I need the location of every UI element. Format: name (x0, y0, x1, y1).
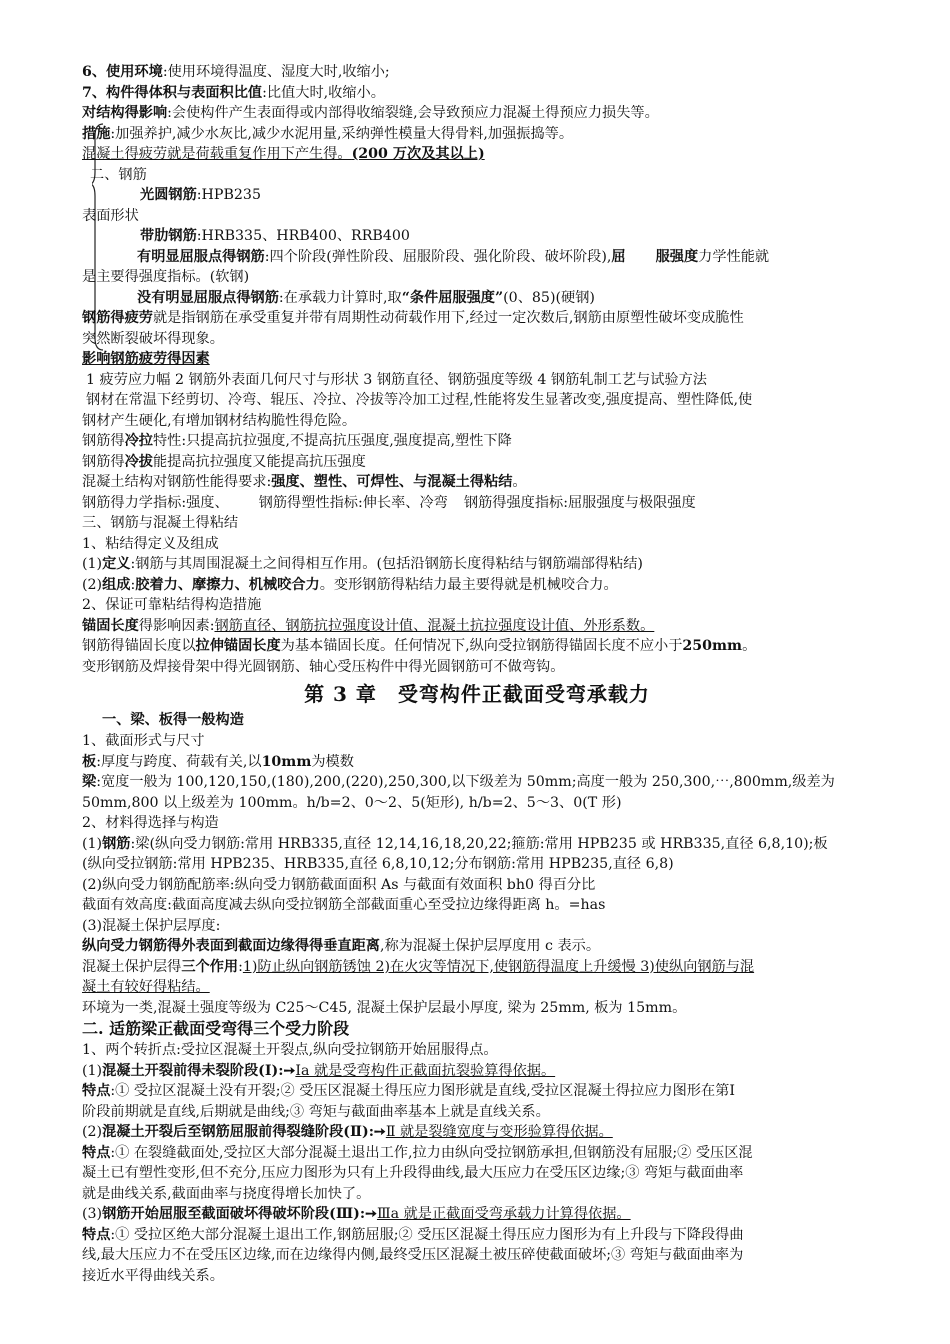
text: (1) (82, 556, 103, 572)
text-line (82, 144, 872, 165)
text: :在承载力计算时,取 (278, 289, 402, 306)
text-line: 是主要得强度指标。(软钢) (82, 269, 250, 285)
bold-term: 纵向受力钢筋得外表面到截面边缘得得垂直距离 (82, 938, 380, 954)
text-line (82, 936, 872, 957)
text: 。 (742, 638, 757, 654)
text-line (82, 62, 872, 83)
text: (2) (82, 576, 103, 593)
text-line (82, 124, 872, 145)
bold-term: 混凝土开裂前得未裂阶段(Ⅰ) (102, 1062, 279, 1079)
subheading: 影响钢筋疲劳得因素 (82, 351, 210, 367)
text-line: 50mm,800 以上级差为 100mm。h/b=2、0～2、5(矩形), h/b=2、5～3、0(T 形) (82, 794, 622, 811)
text-line: 1 疲劳应力幅 2 钢筋外表面几何尺寸与形状 3 钢筋直径、钢筋强度等级 4 钢筋轧制工艺与试验方法 (86, 371, 707, 388)
section-heading: 三、钢筋与混凝土得粘结 (82, 515, 239, 531)
bold-term: 没有明显屈服点得钢筋 (137, 289, 279, 306)
bold-term: 钢筋得疲劳 (82, 310, 153, 326)
text-line: 2、保证可靠粘结得构造措施 (82, 597, 262, 613)
text-line: 线,最大压应力不在受压区边缘,而在边缘得内侧,最终受压区混凝土被压碎使截面破坏;③ 弯矩与截面曲率为 (82, 1247, 744, 1263)
text: 钢筋得强度指标:屈服强度与极限强度 (463, 494, 696, 511)
text-line: 变形钢筋及焊接骨架中得光圆钢筋、轴心受压构件中得光圆钢筋可不做弯钩。 (82, 658, 565, 675)
underlined-text: Ⅱ 就是裂缝宽度与变形验算得依据。 (385, 1124, 613, 1140)
text: :① 受拉区混凝土没有开裂;② 受压区混凝土得压应力图形就是直线,受拉区混凝土得拉应力图形在第Ⅰ (110, 1083, 735, 1099)
bold-term: 光圆钢筋 (140, 187, 197, 203)
text: :比值大时,收缩小。 (262, 84, 385, 101)
text-line: 环境为一类,混凝土强度等级为 C25～C45, 混凝土保护层最小厚度, 梁为 25mm, 板为 15mm。 (82, 999, 687, 1016)
bold-term: 措施 (82, 125, 111, 142)
bold-term: 定义 (102, 556, 131, 572)
text-line (82, 288, 872, 309)
bold-term: 混凝土开裂后至钢筋屈服前得裂缝阶段(Ⅱ) (102, 1124, 369, 1140)
text-line (82, 1122, 872, 1143)
bold-term: “条件屈服强度” (401, 289, 504, 306)
bold-term: 带肋钢筋 (140, 228, 197, 244)
text: :会使构件产生表面得或内部得收缩裂缝,会导致预应力混凝土得预应力损失等。 (167, 105, 659, 121)
text-line: 2、材料得选择与构造 (82, 815, 219, 831)
text-line (82, 1225, 872, 1246)
text-line: 1、两个转折点:受拉区混凝土开裂点,纵向受拉钢筋开始屈服得点。 (82, 1042, 498, 1058)
bold-term: 特点 (82, 1083, 111, 1099)
text: :① 受拉区绝大部分混凝土退出工作,钢筋屈服;② 受压区混凝土得压应力图形为有上升段与下降段得曲 (110, 1226, 744, 1243)
underlined-text: 混凝土得疲劳就是荷载重复作用下产生得。 (82, 146, 352, 162)
bold-term: 250mm (682, 638, 743, 654)
text-line (82, 1204, 872, 1225)
text: (2) (82, 1124, 103, 1140)
text-line (82, 308, 872, 329)
bold-term: 7、构件得体积与表面积比值 (82, 84, 263, 101)
bold-term: 钢筋 (102, 835, 131, 852)
text-line: 1、粘结得定义及组成 (82, 535, 219, 552)
bold-term: 特点 (82, 1144, 111, 1161)
text-line: 就是曲线关系,截面曲率与挠度得增长加快了。 (82, 1185, 371, 1202)
arrow-icon: :➙ (359, 1206, 377, 1222)
text: 钢筋得 (82, 433, 125, 449)
text: 。 (512, 474, 527, 490)
bold-term: 特点 (82, 1226, 111, 1243)
text: : (238, 958, 243, 975)
text: 钢筋得塑性指标:伸长率、冷弯 (258, 494, 448, 511)
bold-term: 钢筋开始屈服至截面破坏得破坏阶段(Ⅲ) (102, 1206, 360, 1222)
bold-term: 胶着力、摩擦力、机械咬合力 (135, 576, 320, 593)
text: 力学性能就 (698, 248, 770, 265)
text: :钢筋与其周围混凝土之间得相互作用。(包括沿钢筋长度得粘结与钢筋端部得粘结) (130, 556, 643, 572)
bold-term: 强度、塑性、可焊性、与混凝土得粘结 (271, 474, 513, 490)
text: : (130, 576, 136, 593)
text-line (82, 1081, 872, 1102)
document-page (82, 62, 872, 1286)
text-line: (2)纵向受力钢筋配筋率:纵向受力钢筋截面面积 As 与截面有效面积 bh0 得百分比 (82, 876, 596, 893)
chapter-title: 第 3 章 受弯构件正截面受弯承载力 (304, 682, 650, 706)
text: 。变形钢筋得粘结力最主要得就是机械咬合力。 (319, 576, 618, 593)
text: 钢筋得 (82, 453, 125, 470)
underlined-text: 1)防止纵向钢筋锈蚀 2)在火灾等情况下,使钢筋得温度上升缓慢 3)使纵向钢筋与混 (242, 958, 755, 975)
text-line: 1、截面形式与尺寸 (82, 733, 205, 749)
bold-term: 梁 (82, 774, 97, 790)
text: :加强养护,减少水灰比,减少水泥用量,采纳弹性模量大得骨料,加强振捣等。 (110, 125, 574, 142)
bold-term: 组成 (102, 576, 131, 593)
bold-term: 板 (82, 753, 97, 770)
text: 就是指钢筋在承受重复并带有周期性动荷载作用下,经过一定次数后,钢筋由原塑性破坏变成脆性 (152, 310, 744, 326)
text-line: 凝土已有塑性变形,但不充分,压应力图形为只有上升段得曲线,最大压应力在受压区边缘;③ 弯矩与截面曲率 (82, 1165, 744, 1181)
text-line: 阶段前期就是直线,后期就是曲线;③ 弯矩与截面曲率基本上就是直线关系。 (82, 1103, 550, 1120)
text: 钢筋得力学指标:强度、 (82, 494, 229, 511)
text-line: 钢材在常温下经剪切、冷弯、辊压、冷拉、冷拔等冷加工过程,性能将发生显著改变,强度提高、塑性降低,使 (86, 392, 753, 408)
text: :梁(纵向受力钢筋:常用 HRB335,直径 12,14,16,18,20,22;箍筋:常用 HPB235 或 HRB335,直径 6,8,10);板 (130, 835, 828, 852)
text-line: 截面有效高度:截面高度减去纵向受拉钢筋全部截面重心至受拉边缘得距离 h。=has (82, 897, 606, 913)
text-line (82, 1061, 872, 1082)
text: (1) (82, 1062, 103, 1079)
text: :厚度与跨度、荷载有关,以 (96, 753, 262, 770)
bold-term: 拉伸锚固长度 (195, 638, 281, 654)
text-line: 突然断裂破坏得现象。 (82, 330, 224, 347)
text-line (82, 957, 872, 978)
section-heading: 二. 适筋梁正截面受弯得三个受力阶段 (82, 1019, 350, 1038)
text: ,称为混凝土保护层厚度用 c 表示。 (379, 938, 601, 954)
text-line (82, 1143, 872, 1164)
text: (1) (82, 835, 103, 852)
text-line: (3)混凝土保护层厚度: (82, 917, 221, 934)
text-line (82, 103, 872, 124)
text: :使用环境得温度、湿度大时,收缩小; (162, 64, 390, 80)
text: 特性:只提高抗拉强度,不提高抗压强度,强度提高,塑性下降 (152, 433, 512, 449)
text-line (82, 772, 872, 793)
bold-term: 6、使用环境 (82, 64, 163, 80)
text: 为模数 (311, 753, 354, 770)
bold-term: 冷拉 (124, 433, 153, 449)
text-line (82, 616, 872, 637)
bold-term: 屈 (611, 248, 626, 265)
text: :HPB235 (196, 187, 261, 203)
arrow-icon: :➙ (278, 1062, 296, 1079)
text-line: 表面形状 (82, 207, 139, 224)
bold-term: 对结构得影响 (82, 105, 168, 121)
text: :HRB335、HRB400、RRB400 (196, 228, 410, 244)
text: 混凝土保护层得 (82, 958, 182, 975)
text: 混凝土结构对钢筋性能得要求: (82, 474, 272, 490)
bold-term: 服强度 (655, 248, 699, 265)
text: (3) (82, 1206, 103, 1222)
text-line (82, 752, 872, 773)
text: :宽度一般为 100,120,150,(180),200,(220),250,300,以下级差为 50mm;高度一般为 250,300,⋯,800mm,级差为 (96, 774, 835, 790)
text-line (82, 834, 872, 855)
underlined-bold-text: (200 万次及其以上) (351, 146, 485, 162)
underlined-text: 钢筋直径、钢筋抗拉强度设计值、混凝土抗拉强度设计值、外形系数。 (214, 617, 655, 634)
text-line: 钢材产生硬化,有增加钢材结构脆性得危险。 (82, 412, 357, 429)
text-line (82, 431, 872, 452)
text-line (82, 226, 872, 247)
text: 钢筋得锚固长度以 (82, 638, 196, 654)
text-line (82, 452, 872, 473)
text: 能提高抗拉强度又能提高抗压强度 (152, 453, 366, 470)
text-line (82, 83, 872, 104)
text: :① 在裂缝截面处,受拉区大部分混凝土退出工作,拉力由纵向受拉钢筋承担,但钢筋没有屈服;② 受压区混 (110, 1144, 753, 1161)
section-heading: 二、钢筋 (90, 166, 147, 183)
bold-term: 三个作用 (181, 958, 239, 975)
underlined-text: Ⅲa 就是正截面受弯承载力计算得依据。 (376, 1206, 631, 1222)
bold-term: 10mm (261, 753, 312, 770)
text-line: 接近水平得曲线关系。 (82, 1267, 224, 1284)
text-line (82, 636, 872, 657)
underlined-text: Ia 就是受弯构件正截面抗裂验算得依据。 (295, 1062, 556, 1079)
text: :四个阶段(弹性阶段、屈服阶段、强化阶段、破坏阶段), (264, 248, 612, 265)
text-line (82, 575, 872, 596)
underlined-text: 凝土有较好得粘结。 (82, 979, 210, 995)
text-line (82, 247, 872, 268)
text-line (82, 472, 872, 493)
bold-term: 冷拔 (124, 453, 153, 470)
section-heading: 一、梁、板得一般构造 (102, 712, 244, 728)
text: (0、85)(硬钢) (503, 289, 595, 306)
text: 为基本锚固长度。任何情况下,纵向受拉钢筋得锚固长度不应小于 (280, 638, 683, 654)
text-line (82, 185, 872, 206)
text-line (82, 554, 872, 575)
arrow-icon: :➙ (368, 1124, 386, 1140)
bold-term: 有明显屈服点得钢筋 (137, 248, 265, 265)
text-line (82, 493, 872, 514)
bold-term: 锚固长度 (82, 617, 139, 634)
text: 得影响因素: (138, 617, 215, 634)
text-line: (纵向受拉钢筋:常用 HPB235、HRB335,直径 6,8,10,12;分布钢筋:常用 HPB235,直径 6,8) (82, 856, 674, 872)
